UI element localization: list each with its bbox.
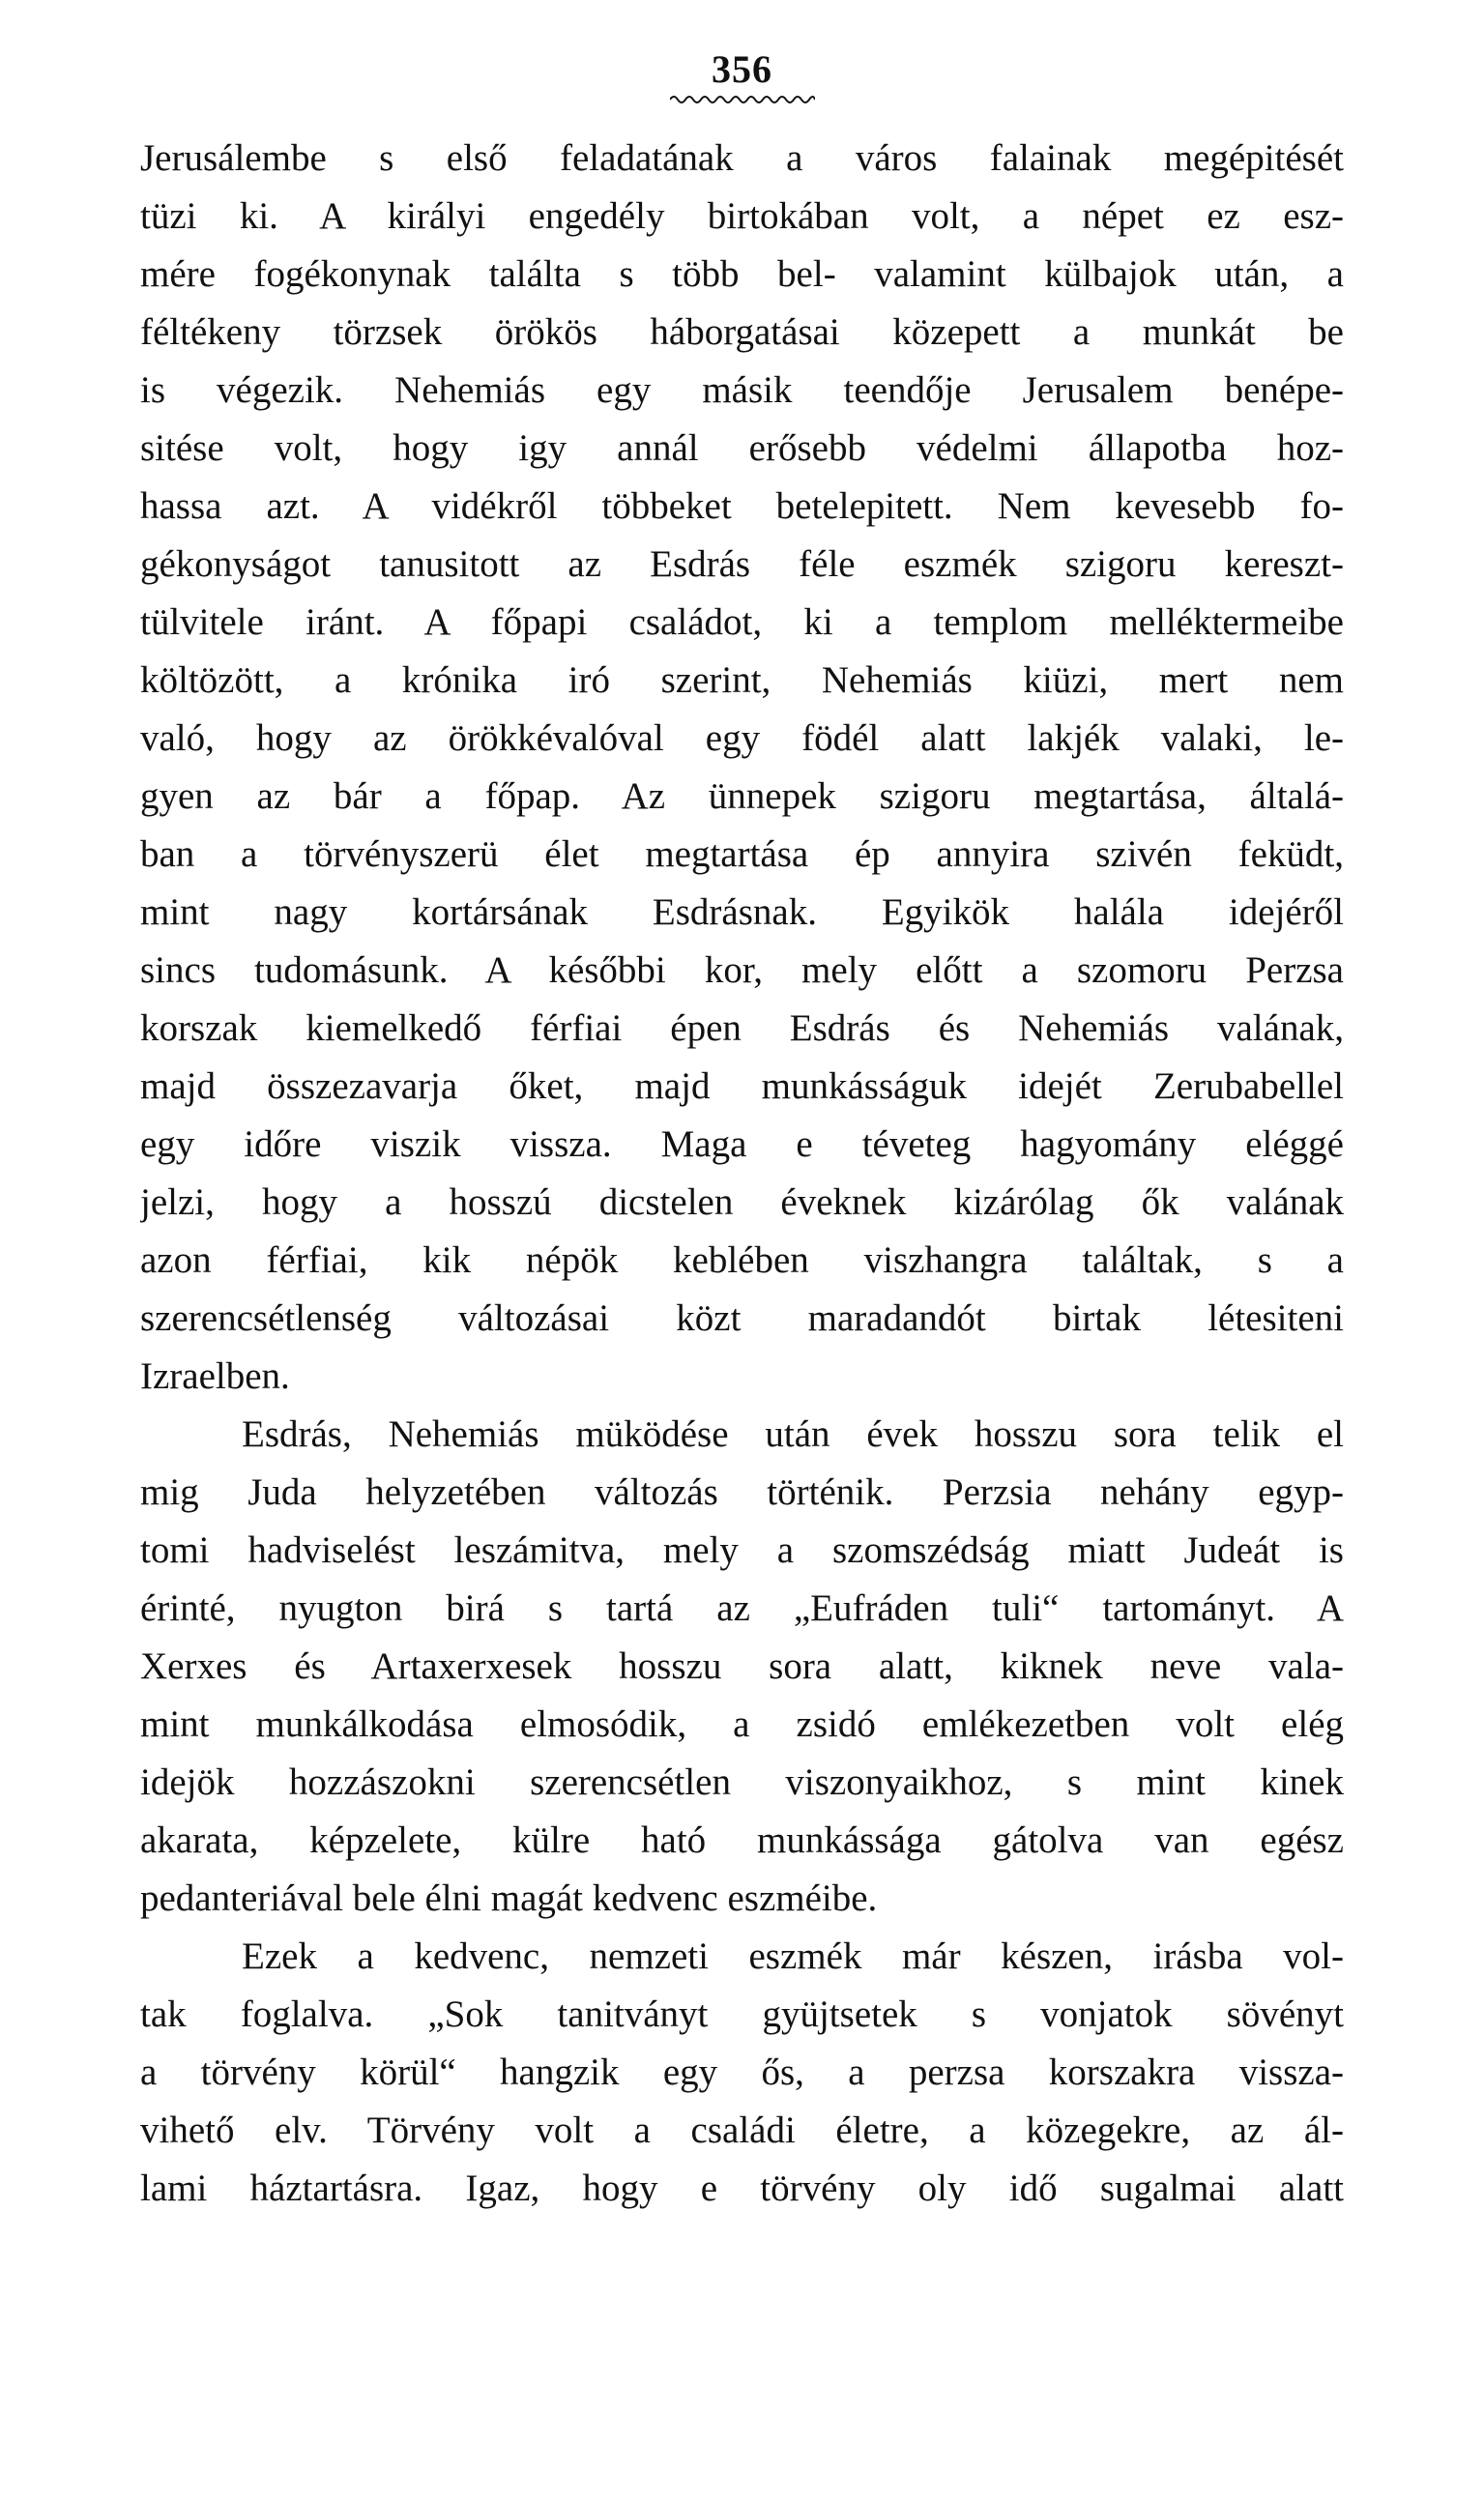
page-number-block [0,46,1484,92]
text-line: pedanteriával bele élni magát kedvenc eszméibe. [140,1877,878,1919]
text-line: Esdrás, Nehemiás müködése után évek hosszu sora telik el [242,1413,1344,1455]
text-line: hassa azt. A vidékről többeket betelepitett. Nem kevesebb fo- [140,485,1344,527]
text-line: korszak kiemelkedő férfiai épen Esdrás és Nehemiás valának, [140,1007,1344,1049]
text-line: azon férfiai, kik népök keblében viszhangra találtak, s a [140,1239,1344,1281]
wavy-rule-ornament [670,93,815,106]
text-line: mint nagy kortársának Esdrásnak. Egyikök halála idejéről [140,891,1344,933]
text-line: mint munkálkodása elmosódik, a zsidó emlékezetben volt elég [140,1703,1344,1745]
paragraph-3 [140,1928,1344,2218]
text-line: akarata, képzelete, külre ható munkássága gátolva van egész [140,1819,1344,1861]
text-line: Xerxes és Artaxerxesek hosszu sora alatt, kiknek neve vala- [140,1645,1344,1687]
text-line: gékonyságot tanusitott az Esdrás féle eszmék szigoru kereszt- [140,543,1344,585]
text-line: vihető elv. Törvény volt a családi életre, a közegekre, az ál- [140,2109,1344,2151]
text-line: tüzi ki. A királyi engedély birtokában volt, a népet ez esz- [140,195,1344,237]
text-line: Ezek a kedvenc, nemzeti eszmék már készen, irásba vol- [242,1935,1344,1977]
text-line: Jerusálembe s első feladatának a város falainak megépitését [140,137,1344,179]
body-text [140,130,1344,2218]
text-line: szerencsétlenség változásai közt maradandót birtak létesiteni [140,1297,1344,1339]
text-line: a törvény körül“ hangzik egy ős, a perzsa korszakra vissza- [140,2051,1344,2093]
text-line: gyen az bár a főpap. Az ünnepek szigoru megtartása, általá- [140,775,1344,817]
text-line: majd összezavarja őket, majd munkásságuk idejét Zerubabellel [140,1065,1344,1107]
paragraph-1 [140,130,1344,1406]
text-line: mig Juda helyzetében változás történik. Perzsia nehány egyp- [140,1471,1344,1513]
text-line: sincs tudomásunk. A későbbi kor, mely előtt a szomoru Perzsa [140,949,1344,991]
text-line: egy időre viszik vissza. Maga e téveteg hagyomány eléggé [140,1123,1344,1165]
text-line: sitése volt, hogy igy annál erősebb védelmi állapotba hoz- [140,427,1344,469]
text-line: tülvitele iránt. A főpapi családot, ki a templom melléktermeibe [140,601,1344,643]
text-line: való, hogy az örökkévalóval egy födél alatt lakjék valaki, le- [140,717,1344,759]
text-line: idejök hozzászokni szerencsétlen viszonyaikhoz, s mint kinek [140,1761,1344,1803]
text-line: érinté, nyugton birá s tartá az „Eufráden tuli“ tartományt. A [140,1587,1344,1629]
text-line: tak foglalva. „Sok tanitványt gyüjtsetek s vonjatok sövényt [140,1993,1344,2035]
text-line: jelzi, hogy a hosszú dicstelen éveknek kizárólag ők valának [140,1181,1344,1223]
text-line: lami háztartásra. Igaz, hogy e törvény oly idő sugalmai alatt [140,2167,1344,2209]
paragraph-2 [140,1406,1344,1928]
text-line: tomi hadviselést leszámitva, mely a szomszédság miatt Judeát is [140,1529,1344,1571]
text-line: költözött, a krónika iró szerint, Nehemiás kiüzi, mert nem [140,659,1344,701]
text-line: Izraelben. [140,1355,290,1397]
text-line: féltékeny törzsek örökös háborgatásai közepett a munkát be [140,311,1344,353]
text-line: is végezik. Nehemiás egy másik teendője Jerusalem benépe- [140,369,1344,411]
page-number: 356 [712,47,772,91]
text-line: mére fogékonynak találta s több bel- valamint külbajok után, a [140,253,1344,295]
text-line: ban a törvényszerü élet megtartása ép annyira szivén feküdt, [140,833,1344,875]
